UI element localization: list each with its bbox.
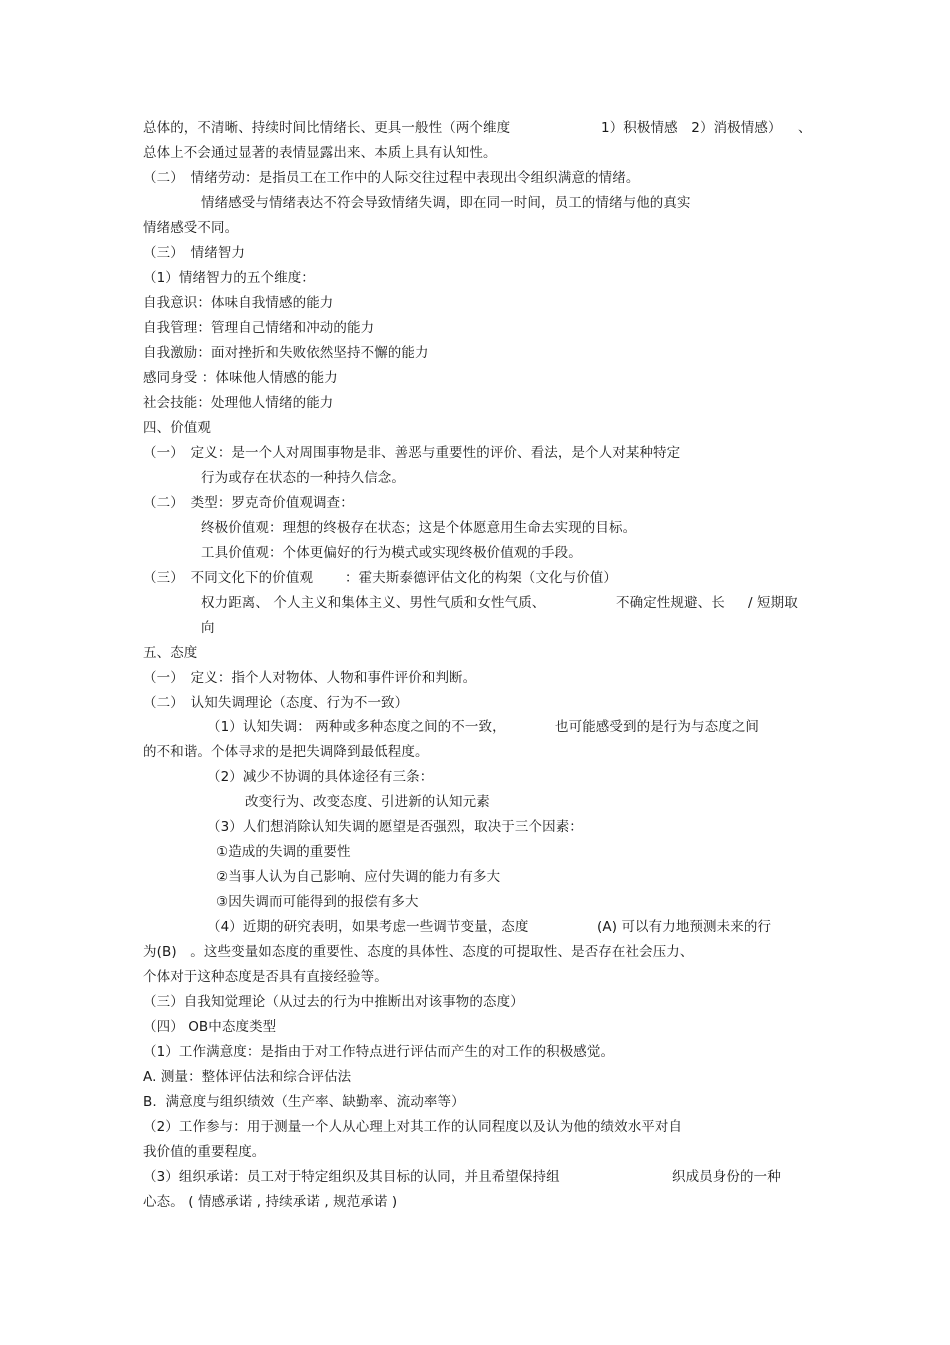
text-line: （二） 情绪劳动：是指员工在工作中的人际交往过程中表现出令组织满意的情绪。 [143,170,640,186]
text-line: （4）近期的研究表明，如果考虑一些调节变量，态度 [207,919,529,935]
text-line: 行为或存在状态的一种持久信念。 [201,470,405,486]
text-line: （3）组织承诺：员工对于特定组织及其目标的认同，并且希望保持组 [143,1169,560,1185]
text-line: （四） OB中态度类型 [143,1019,277,1035]
text-line: （三） 情绪智力 [143,245,246,261]
text-line: （二） 认知失调理论（态度、行为不一致） [143,695,409,711]
text-line: 总体的，不清晰、持续时间比情绪长、更具一般性（两个维度 [143,120,511,136]
text-line: 权力距离、 个人主义和集体主义、男性气质和女性气质、 [201,595,546,611]
text-line: （三） 不同文化下的价值观 [143,570,314,586]
text-line: （一） 定义：是一个人对周围事物是非、善恶与重要性的评价、看法，是个人对某种特定 [143,445,681,461]
text-line: （1）情绪智力的五个维度： [143,270,315,286]
text-line: 五、态度 [143,645,198,661]
text-line: （2）工作参与：用于测量一个人从心理上对其工作的认同程度以及认为他的绩效水平对自 [143,1119,683,1135]
text-line: （二） 类型：罗克奇价值观调查： [143,495,354,511]
text-line: 总体上不会通过显著的表情显露出来、本质上具有认知性。 [143,145,497,161]
text-line: 也可能感受到的是行为与态度之间 [555,719,759,735]
text-line: 的不和谐。个体寻求的是把失调降到最低程度。 [143,744,429,760]
text-line: 自我管理：管理自己情绪和冲动的能力 [143,320,375,336]
text-line: 改变行为、改变态度、引进新的认知元素 [245,794,490,810]
text-line: 不确定性规避、长 [616,595,725,611]
text-line: 工具价值观：个体更偏好的行为模式或实现终极价值观的手段。 [201,545,582,561]
text-line: 我价值的重要程度。 [143,1144,266,1160]
text-line: B. 满意度与组织绩效（生产率、缺勤率、流动率等） [143,1094,465,1110]
text-line: 向 [201,620,215,636]
text-line: 个体对于这种态度是否具有直接经验等。 [143,969,388,985]
text-line: A. 测量：整体评估法和综合评估法 [143,1069,352,1085]
text-line: 、 [798,120,812,136]
text-line: 自我意识：体味自我情感的能力 [143,295,334,311]
text-line: 四、价值观 [143,420,211,436]
text-line: ②当事人认为自己影响、应付失调的能力有多大 [216,869,501,885]
text-line: ③因失调而可能得到的报偿有多大 [216,894,419,910]
text-line: (A) 可以有力地预测未来的行 [597,919,772,935]
text-line: 织成员身份的一种 [672,1169,781,1185]
text-line: 心态。 ( 情感承诺 , 持续承诺 , 规范承诺 ) [143,1194,398,1210]
text-line: （3）人们想消除认知失调的愿望是否强烈，取决于三个因素： [207,819,583,835]
text-line: 社会技能：处理他人情绪的能力 [143,395,334,411]
text-line: 终极价值观：理想的终极存在状态；这是个体愿意用生命去实现的目标。 [201,520,637,536]
text-line: 自我激励：面对挫折和失败依然坚持不懈的能力 [143,345,429,361]
text-line: （三）自我知觉理论（从过去的行为中推断出对该事物的态度） [143,994,524,1010]
text-line: （1）工作满意度：是指由于对工作特点进行评估而产生的对工作的积极感觉。 [143,1044,615,1060]
text-line: ①造成的失调的重要性 [216,844,351,860]
text-line: （一） 定义：指个人对物体、人物和事件评价和判断。 [143,670,477,686]
text-line: （2）减少不协调的具体途径有三条： [207,769,434,785]
text-line: 感同身受 ：体味他人情感的能力 [143,370,338,386]
text-line: 情绪感受与情绪表达不符会导致情绪失调，即在同一时间，员工的情绪与他的真实 [201,195,691,211]
text-line: （1）认知失调： 两种或多种态度之间的不一致， [207,719,506,735]
text-line: 为(B) 。这些变量如态度的重要性、态度的具体性、态度的可提取性、是否存在社会压力、 [143,944,694,960]
text-line: / 短期取 [748,595,798,611]
text-line: 1）积极情感 2）消极情感） [601,120,782,136]
text-line: 情绪感受不同。 [143,220,239,236]
text-line: ：霍夫斯泰德评估文化的构架（文化与价值） [345,570,617,586]
